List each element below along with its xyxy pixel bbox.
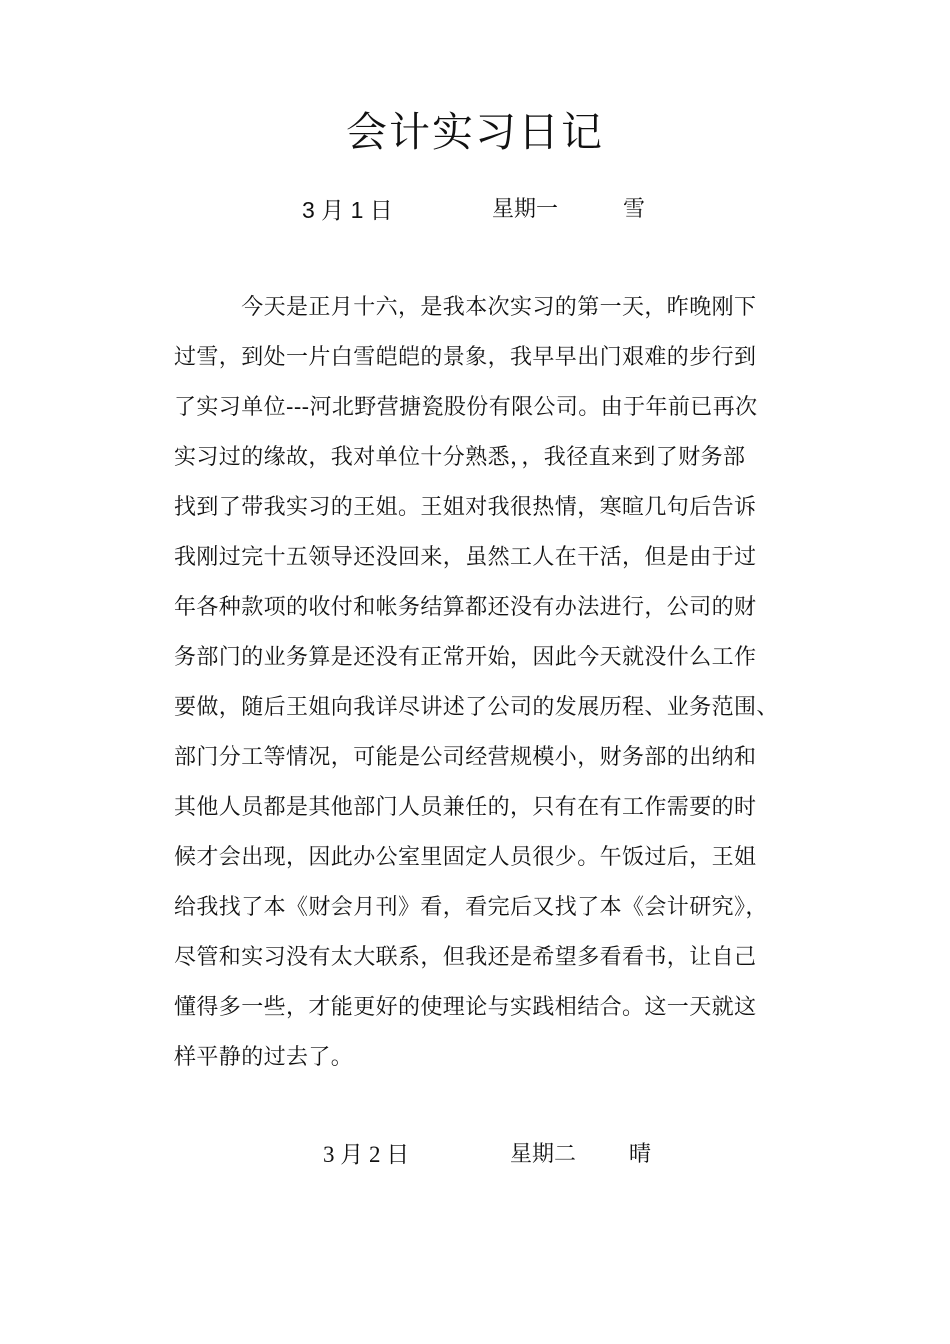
- text-line: 尽管和实习没有太大联系，但我还是希望多看看书，让自己: [174, 945, 757, 970]
- text-line: 部门分工等情况，可能是公司经营规模小，财务部的出纳和: [174, 745, 757, 770]
- text-line: 今天是正月十六，是我本次实习的第一天，昨晚刚下: [174, 295, 757, 320]
- entry-weather: 雪: [623, 197, 646, 222]
- entry-date: 3 月 2 日: [323, 1142, 410, 1167]
- text-line: 找到了带我实习的王姐。王姐对我很热情，寒暄几句后告诉: [174, 495, 757, 520]
- text-line: 要做，随后王姐向我详尽讲述了公司的发展历程、业务范围、: [174, 695, 779, 720]
- text-line: 我刚过完十五领导还没回来，虽然工人在干活，但是由于过: [174, 545, 757, 570]
- text-line: 年各种款项的收付和帐务结算都还没有办法进行，公司的财: [174, 595, 757, 620]
- page-title: 会计实习日记: [346, 108, 604, 156]
- text-line: 候才会出现，因此办公室里固定人员很少。午饭过后，王姐: [174, 845, 757, 870]
- text-line: 懂得多一些，才能更好的使理论与实践相结合。这一天就这: [174, 995, 757, 1020]
- text-line: 务部门的业务算是还没有正常开始，因此今天就没什么工作: [174, 645, 757, 670]
- entry-weekday: 星期二: [510, 1142, 577, 1167]
- text-line: 给我找了本《财会月刊》看，看完后又找了本《会计研究》，: [174, 895, 768, 920]
- text-line: 其他人员都是其他部门人员兼任的，只有在有工作需要的时: [174, 795, 757, 820]
- entry-weather: 晴: [629, 1142, 652, 1167]
- text-line: 样平静的过去了。: [174, 1045, 354, 1070]
- entry-header-2: [0, 1140, 950, 1170]
- entry-body-1: [174, 291, 814, 1091]
- text-line: 实习过的缘故，我对单位十分熟悉，，我径直来到了财务部: [174, 445, 746, 470]
- entry-header-1: [0, 195, 950, 225]
- entry-date: 3 月 1 日: [302, 197, 393, 223]
- text-line: 过雪，到处一片白雪皑皑的景象，我早早出门艰难的步行到: [174, 345, 757, 370]
- text-line: 了实习单位---河北野营搪瓷股份有限公司。由于年前已再次: [174, 395, 758, 420]
- entry-weekday: 星期一: [492, 197, 559, 222]
